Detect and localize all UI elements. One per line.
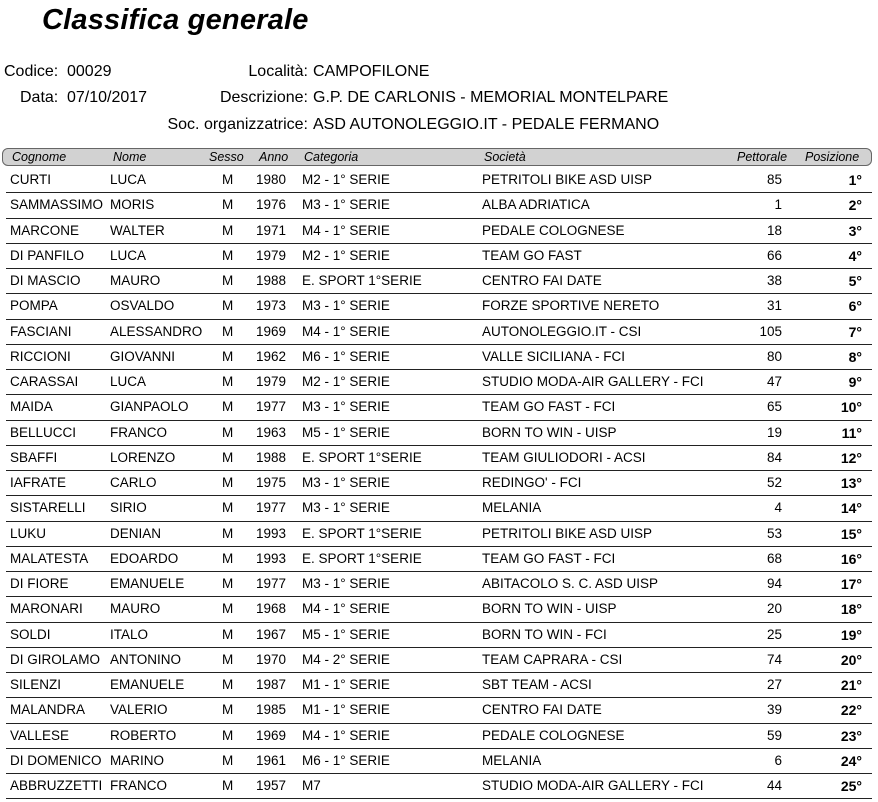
cell-posizione: 4° [848, 247, 862, 264]
cell-pettorale: 19 [766, 424, 782, 440]
cell-sesso: M [222, 601, 234, 617]
cell-anno: 1985 [256, 702, 287, 718]
cell-pettorale: 38 [766, 273, 782, 288]
table-row [6, 673, 872, 698]
cell-nome: ANTONINO [110, 651, 182, 667]
table-row [6, 648, 872, 673]
cell-anno: 1976 [256, 197, 287, 213]
cell-categoria: M1 - 1° SERIE [302, 677, 390, 692]
cell-cognome: MALATESTA [10, 550, 89, 566]
cell-sesso: M [222, 702, 234, 718]
cell-societa: PEDALE COLOGNESE [482, 222, 625, 238]
cell-nome: OSVALDO [110, 298, 175, 314]
cell-sesso: M [222, 500, 234, 516]
cell-anno: 1967 [256, 626, 287, 642]
cell-nome: MORIS [110, 197, 155, 213]
cell-sesso: M [222, 576, 234, 591]
cell-cognome: SBAFFI [10, 449, 58, 465]
cell-sesso: M [222, 399, 234, 415]
cell-nome: LUCA [110, 172, 147, 187]
table-row [6, 698, 872, 723]
soc-organizzatrice-label: Soc. organizzatrice: [167, 116, 308, 133]
localita-value: CAMPOFILONE [313, 63, 430, 80]
table-row [6, 471, 872, 496]
cell-posizione: 13° [840, 475, 862, 491]
cell-societa: TEAM GIULIODORI - ACSI [482, 449, 646, 465]
cell-cognome: DI DOMENICO [10, 752, 102, 768]
cell-cognome: CARASSAI [10, 374, 79, 389]
col-categoria: Categoria [304, 150, 359, 164]
cell-nome: LUCA [110, 247, 147, 263]
cell-pettorale: 84 [766, 449, 782, 465]
cell-categoria: M6 - 1° SERIE [302, 752, 390, 768]
results-table [6, 168, 872, 799]
cell-societa: AUTONOLEGGIO.IT - CSI [482, 323, 642, 339]
cell-societa: CENTRO FAI DATE [482, 273, 602, 288]
cell-anno: 1977 [256, 399, 287, 415]
cell-societa: TEAM CAPRARA - CSI [482, 651, 623, 667]
cell-sesso: M [222, 626, 234, 642]
cell-sesso: M [222, 778, 234, 793]
cell-categoria: M1 - 1° SERIE [302, 702, 390, 718]
cell-posizione: 15° [840, 525, 862, 542]
cell-cognome: SAMMASSIMO [10, 197, 104, 213]
cell-posizione: 8° [848, 348, 862, 365]
cell-sesso: M [222, 172, 234, 187]
cell-cognome: MARONARI [10, 601, 83, 617]
cell-categoria: M4 - 2° SERIE [302, 651, 390, 667]
cell-pettorale: 59 [766, 727, 782, 743]
cell-categoria: M4 - 1° SERIE [302, 222, 390, 238]
cell-nome: SIRIO [110, 500, 147, 516]
col-anno: Anno [259, 150, 289, 164]
cell-nome: DENIAN [110, 525, 162, 541]
cell-posizione: 12° [840, 449, 862, 466]
cell-pettorale: 1 [774, 197, 782, 213]
table-row [6, 395, 872, 420]
cell-pettorale: 18 [766, 222, 782, 238]
cell-cognome: DI PANFILO [10, 247, 85, 263]
cell-pettorale: 105 [759, 323, 782, 339]
cell-nome: MAURO [110, 601, 161, 617]
cell-categoria: M2 - 1° SERIE [302, 172, 390, 187]
table-row [6, 269, 872, 294]
cell-categoria: M2 - 1° SERIE [302, 247, 390, 263]
cell-posizione: 6° [848, 298, 862, 315]
cell-cognome: RICCIONI [10, 348, 71, 364]
cell-sesso: M [222, 247, 234, 263]
cell-categoria: E. SPORT 1°SERIE [302, 449, 422, 465]
table-row [6, 724, 872, 749]
cell-posizione: 21° [840, 677, 862, 693]
cell-societa: BORN TO WIN - UISP [482, 601, 617, 617]
cell-sesso: M [222, 550, 234, 566]
cell-pettorale: 39 [766, 702, 782, 718]
cell-sesso: M [222, 222, 234, 238]
cell-societa: TEAM GO FAST [482, 247, 582, 263]
cell-nome: FRANCO [110, 424, 167, 440]
cell-pettorale: 65 [766, 399, 782, 415]
cell-posizione: 1° [848, 172, 862, 188]
cell-nome: FRANCO [110, 778, 167, 793]
cell-cognome: FASCIANI [10, 323, 72, 339]
cell-cognome: IAFRATE [10, 475, 67, 490]
cell-societa: ALBA ADRIATICA [482, 197, 590, 213]
cell-pettorale: 53 [766, 525, 782, 541]
cell-cognome: CURTI [10, 172, 52, 187]
cell-sesso: M [222, 374, 234, 389]
table-row [6, 572, 872, 597]
cell-nome: GIOVANNI [110, 348, 176, 364]
cell-anno: 1970 [256, 651, 287, 667]
col-societa: Società [484, 150, 526, 164]
cell-sesso: M [222, 651, 234, 667]
cell-nome: LORENZO [110, 449, 176, 465]
cell-anno: 1987 [256, 677, 287, 692]
table-row [6, 421, 872, 446]
cell-societa: PETRITOLI BIKE ASD UISP [482, 525, 653, 541]
descrizione-value: G.P. DE CARLONIS - MEMORIAL MONTELPARE [313, 89, 669, 106]
cell-sesso: M [222, 677, 234, 692]
table-row [6, 370, 872, 395]
cell-anno: 1963 [256, 424, 287, 440]
cell-pettorale: 80 [766, 348, 782, 364]
cell-posizione: 3° [848, 222, 862, 239]
cell-cognome: SISTARELLI [10, 500, 86, 516]
cell-sesso: M [222, 475, 234, 490]
cell-nome: WALTER [110, 222, 165, 238]
cell-societa: REDINGO' - FCI [482, 475, 582, 490]
cell-categoria: M4 - 1° SERIE [302, 727, 390, 743]
cell-anno: 1961 [256, 752, 287, 768]
cell-societa: TEAM GO FAST - FCI [482, 550, 616, 566]
cell-pettorale: 20 [766, 601, 782, 617]
cell-anno: 1971 [256, 222, 287, 238]
cell-cognome: MALANDRA [10, 702, 86, 718]
cell-pettorale: 31 [766, 298, 782, 314]
cell-posizione: 19° [840, 626, 862, 643]
cell-categoria: M5 - 1° SERIE [302, 424, 390, 440]
cell-categoria: M3 - 1° SERIE [302, 197, 390, 213]
cell-cognome: VALLESE [10, 727, 70, 743]
cell-categoria: M3 - 1° SERIE [302, 576, 390, 591]
cell-pettorale: 25 [766, 626, 782, 642]
cell-posizione: 2° [848, 197, 862, 214]
cell-cognome: MARCONE [10, 222, 80, 238]
cell-anno: 1973 [256, 298, 287, 314]
cell-sesso: M [222, 298, 234, 314]
cell-societa: STUDIO MODA-AIR GALLERY - FCI [482, 374, 704, 389]
cell-societa: BORN TO WIN - UISP [482, 424, 617, 440]
table-row [6, 345, 872, 370]
cell-anno: 1962 [256, 348, 287, 364]
cell-sesso: M [222, 727, 234, 743]
localita-label: Località: [248, 63, 308, 80]
cell-categoria: M3 - 1° SERIE [302, 298, 390, 314]
cell-nome: MARINO [110, 752, 164, 768]
cell-categoria: M5 - 1° SERIE [302, 626, 390, 642]
cell-pettorale: 52 [766, 475, 782, 490]
table-row [6, 547, 872, 572]
cell-anno: 1969 [256, 727, 287, 743]
cell-cognome: BELLUCCI [10, 424, 77, 440]
cell-pettorale: 4 [774, 500, 782, 516]
cell-societa: CENTRO FAI DATE [482, 702, 602, 718]
cell-posizione: 14° [840, 500, 862, 517]
codice-label: Codice: [4, 63, 59, 80]
cell-anno: 1977 [256, 500, 287, 516]
cell-cognome: ABBRUZZETTI [10, 778, 103, 793]
cell-anno: 1957 [256, 778, 287, 793]
cell-categoria: M3 - 1° SERIE [302, 399, 390, 415]
cell-sesso: M [222, 323, 234, 339]
cell-nome: EMANUELE [110, 677, 185, 692]
cell-posizione: 18° [840, 601, 862, 618]
cell-sesso: M [222, 525, 234, 541]
soc-organizzatrice-value: ASD AUTONOLEGGIO.IT - PEDALE FERMANO [313, 116, 660, 133]
cell-anno: 1979 [256, 247, 287, 263]
cell-pettorale: 94 [766, 576, 782, 591]
cell-societa: TEAM GO FAST - FCI [482, 399, 616, 415]
cell-societa: STUDIO MODA-AIR GALLERY - FCI [482, 778, 704, 793]
cell-anno: 1980 [256, 172, 287, 187]
cell-nome: EMANUELE [110, 576, 185, 591]
table-row [6, 244, 872, 269]
table-header [2, 148, 872, 166]
cell-pettorale: 6 [774, 752, 782, 768]
table-row [6, 522, 872, 547]
cell-posizione: 17° [840, 576, 862, 592]
cell-societa: PEDALE COLOGNESE [482, 727, 625, 743]
table-row [6, 294, 872, 319]
col-posizione: Posizione [805, 150, 860, 164]
cell-societa: SBT TEAM - ACSI [482, 677, 592, 692]
cell-sesso: M [222, 348, 234, 364]
descrizione-label: Descrizione: [219, 89, 308, 106]
cell-posizione: 16° [840, 550, 862, 567]
cell-societa: ABITACOLO S. C. ASD UISP [482, 576, 659, 591]
cell-cognome: SILENZI [10, 677, 62, 692]
cell-societa: BORN TO WIN - FCI [482, 626, 607, 642]
cell-cognome: SOLDI [10, 626, 51, 642]
cell-nome: GIANPAOLO [110, 399, 189, 415]
cell-societa: PETRITOLI BIKE ASD UISP [482, 172, 653, 187]
table-row [6, 623, 872, 648]
cell-anno: 1993 [256, 525, 287, 541]
cell-anno: 1969 [256, 323, 287, 339]
cell-societa: MELANIA [482, 752, 542, 768]
cell-categoria: M2 - 1° SERIE [302, 374, 390, 389]
cell-anno: 1993 [256, 550, 287, 566]
cell-nome: ROBERTO [110, 727, 177, 743]
cell-nome: ITALO [110, 626, 149, 642]
page-title: Classifica generale [42, 4, 309, 36]
table-row [6, 597, 872, 622]
table-row [6, 749, 872, 774]
cell-posizione: 5° [848, 273, 862, 289]
cell-anno: 1968 [256, 601, 287, 617]
cell-sesso: M [222, 752, 234, 768]
cell-nome: CARLO [110, 475, 157, 490]
cell-posizione: 11° [841, 424, 862, 441]
cell-anno: 1988 [256, 273, 287, 288]
cell-posizione: 9° [848, 374, 862, 390]
cell-posizione: 10° [840, 399, 862, 416]
col-cognome: Cognome [12, 150, 67, 164]
cell-anno: 1988 [256, 449, 287, 465]
cell-pettorale: 74 [766, 651, 782, 667]
cell-nome: LUCA [110, 374, 147, 389]
cell-sesso: M [222, 197, 234, 213]
cell-pettorale: 47 [766, 374, 782, 389]
cell-societa: MELANIA [482, 500, 542, 516]
cell-pettorale: 68 [766, 550, 782, 566]
cell-cognome: LUKU [10, 525, 47, 541]
cell-cognome: POMPA [10, 298, 58, 314]
cell-posizione: 23° [840, 727, 862, 744]
cell-nome: ALESSANDRO [110, 323, 203, 339]
cell-societa: VALLE SICILIANA - FCI [482, 348, 626, 364]
table-row [6, 496, 872, 521]
cell-sesso: M [222, 424, 234, 440]
table-row [6, 774, 872, 799]
table-row [6, 193, 872, 218]
cell-categoria: E. SPORT 1°SERIE [302, 525, 422, 541]
cell-categoria: M4 - 1° SERIE [302, 601, 390, 617]
cell-categoria: M7 [302, 778, 321, 793]
cell-sesso: M [222, 273, 234, 288]
data-value: 07/10/2017 [67, 89, 148, 106]
cell-categoria: M6 - 1° SERIE [302, 348, 390, 364]
cell-anno: 1977 [256, 576, 287, 591]
cell-cognome: DI FIORE [10, 576, 69, 591]
cell-nome: VALERIO [110, 702, 168, 718]
col-pettorale: Pettorale [737, 150, 788, 164]
table-row [6, 446, 872, 471]
cell-posizione: 22° [840, 702, 862, 719]
col-sesso: Sesso [209, 150, 244, 164]
col-nome: Nome [113, 150, 147, 164]
cell-posizione: 24° [840, 752, 862, 769]
cell-pettorale: 44 [766, 778, 782, 793]
cell-sesso: M [222, 449, 234, 465]
cell-cognome: MAIDA [10, 399, 53, 415]
cell-categoria: E. SPORT 1°SERIE [302, 273, 422, 288]
cell-pettorale: 27 [766, 677, 782, 692]
cell-posizione: 7° [848, 323, 862, 340]
table-row [6, 168, 872, 193]
cell-posizione: 20° [840, 651, 862, 668]
data-label: Data: [20, 89, 59, 106]
cell-posizione: 25° [840, 778, 862, 794]
cell-nome: MAURO [110, 273, 161, 288]
cell-nome: EDOARDO [110, 550, 179, 566]
codice-value: 00029 [67, 63, 112, 80]
cell-categoria: M3 - 1° SERIE [302, 475, 390, 490]
cell-pettorale: 66 [766, 247, 782, 263]
cell-anno: 1979 [256, 374, 287, 389]
cell-categoria: M4 - 1° SERIE [302, 323, 390, 339]
cell-societa: FORZE SPORTIVE NERETO [482, 298, 660, 314]
cell-cognome: DI MASCIO [10, 273, 81, 288]
cell-pettorale: 85 [766, 172, 782, 187]
table-row [6, 219, 872, 244]
cell-cognome: DI GIROLAMO [10, 651, 101, 667]
cell-categoria: E. SPORT 1°SERIE [302, 550, 422, 566]
table-row [6, 320, 872, 345]
cell-anno: 1975 [256, 475, 287, 490]
cell-categoria: M3 - 1° SERIE [302, 500, 390, 516]
